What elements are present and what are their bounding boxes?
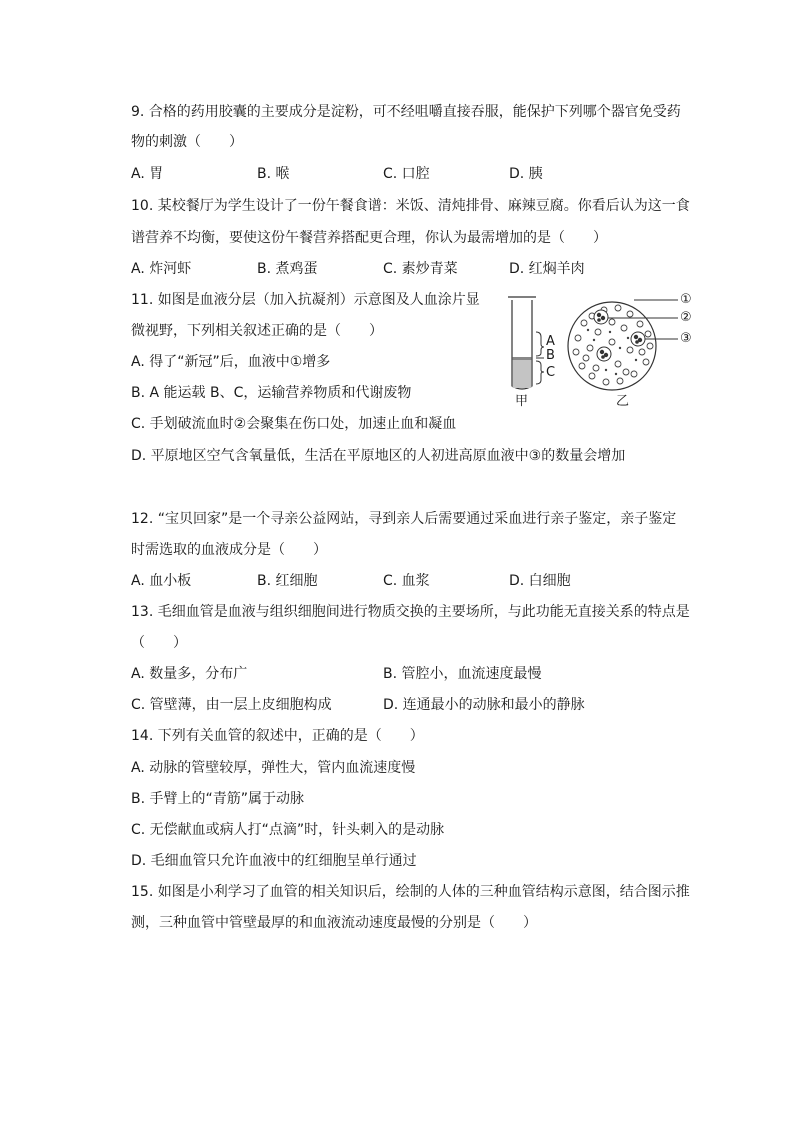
q13-option-b: B. 管腔小，血流速度最慢: [383, 666, 542, 682]
q12-option-b: B. 红细胞: [257, 573, 318, 589]
q14-stem-line1: 14. 下列有关血管的叙述中，正确的是（ ）: [131, 728, 424, 744]
tube-caption: 甲: [515, 394, 529, 409]
smear-caption: 乙: [616, 394, 630, 409]
q12-option-c: C. 血浆: [383, 573, 430, 589]
q12-stem-line2: 时需选取的血液成分是（ ）: [131, 542, 327, 558]
q11-stem-line1: 11. 如图是血液分层（加入抗凝剂）示意图及人血涂片显: [131, 292, 480, 308]
q12-option-d: D. 白细胞: [509, 573, 571, 589]
q10-option-b: B. 煮鸡蛋: [257, 261, 318, 277]
q10-option-c: C. 素炒青菜: [383, 261, 458, 277]
q10-option-a: A. 炸河虾: [131, 261, 192, 277]
q11-option-a: A. 得了“新冠”后，血液中①增多: [131, 354, 331, 370]
q12-option-a: A. 血小板: [131, 573, 192, 589]
q9-stem-line1: 9. 合格的药用胶囊的主要成分是淀粉，可不经咀嚼直接吞服，能保护下列哪个器官免受药: [131, 104, 681, 120]
q12-stem-line1: 12. “宝贝回家”是一个寻亲公益网站，寻到亲人后需要通过采血进行亲子鉴定，亲子鉴定: [131, 511, 677, 527]
tube-layer-c: [513, 360, 532, 388]
q13-option-d: D. 连通最小的动脉和最小的静脉: [383, 697, 585, 713]
tube-label-a: A: [546, 334, 555, 349]
tube-label-c: C: [546, 365, 556, 380]
q14-option-d: D. 毛细血管只允许血液中的红细胞呈单行通过: [131, 853, 417, 869]
q10-stem-line1: 10. 某校餐厅为学生设计了一份午餐食谱：米饭、清炖排骨、麻辣豆腐。你看后认为这一食: [131, 198, 690, 214]
q14-option-a: A. 动脉的管壁较厚，弹性大，管内血流速度慢: [131, 760, 416, 776]
blood-smear: [568, 300, 678, 390]
q10-option-d: D. 红焖羊肉: [509, 261, 585, 277]
q13-stem-line1: 13. 毛细血管是血液与组织细胞间进行物质交换的主要场所，与此功能无直接关系的特点是: [131, 604, 690, 620]
q15-stem-line1: 15. 如图是小利学习了血管的相关知识后，绘制的人体的三种血管结构示意图，结合图示推: [131, 884, 690, 900]
q13-stem-line2: （ ）: [131, 635, 187, 651]
q10-stem-line2: 谱营养不均衡，要使这份午餐营养搭配更合理，你认为最需增加的是（ ）: [131, 230, 607, 246]
q14-option-b: B. 手臂上的“青筋”属于动脉: [131, 791, 305, 807]
q11-figure: [500, 288, 710, 414]
q13-option-c: C. 管壁薄，由一层上皮细胞构成: [131, 697, 332, 713]
q9-option-b: B. 喉: [257, 166, 290, 182]
q9-option-d: D. 胰: [509, 166, 543, 182]
q14-option-c: C. 无偿献血或病人打“点滴”时，针头刺入的是动脉: [131, 822, 445, 838]
q15-stem-line2: 测，三种血管中管壁最厚的和血液流动速度最慢的分别是（ ）: [131, 915, 537, 931]
q9-option-c: C. 口腔: [383, 166, 430, 182]
test-tube: [508, 297, 544, 389]
q11-option-b: B. A 能运载 B、C，运输营养物质和代谢废物: [131, 385, 412, 401]
tube-layer-b: [513, 357, 532, 360]
q13-option-a: A. 数量多，分布广: [131, 666, 248, 682]
tube-label-b: B: [546, 348, 555, 363]
q9-stem-line2: 物的刺激（ ）: [131, 134, 243, 150]
smear-label-2: ②: [680, 310, 692, 325]
q11-option-d: D. 平原地区空气含氧量低，生活在平原地区的人初进高原血液中③的数量会增加: [131, 448, 626, 464]
smear-label-3: ③: [680, 331, 692, 346]
q11-stem-line2: 微视野，下列相关叙述正确的是（ ）: [131, 323, 383, 339]
smear-label-1: ①: [680, 292, 692, 307]
q9-option-a: A. 胃: [131, 166, 164, 182]
q11-option-c: C. 手划破流血时②会聚集在伤口处，加速止血和凝血: [131, 416, 457, 432]
blood-figure: [500, 288, 710, 414]
